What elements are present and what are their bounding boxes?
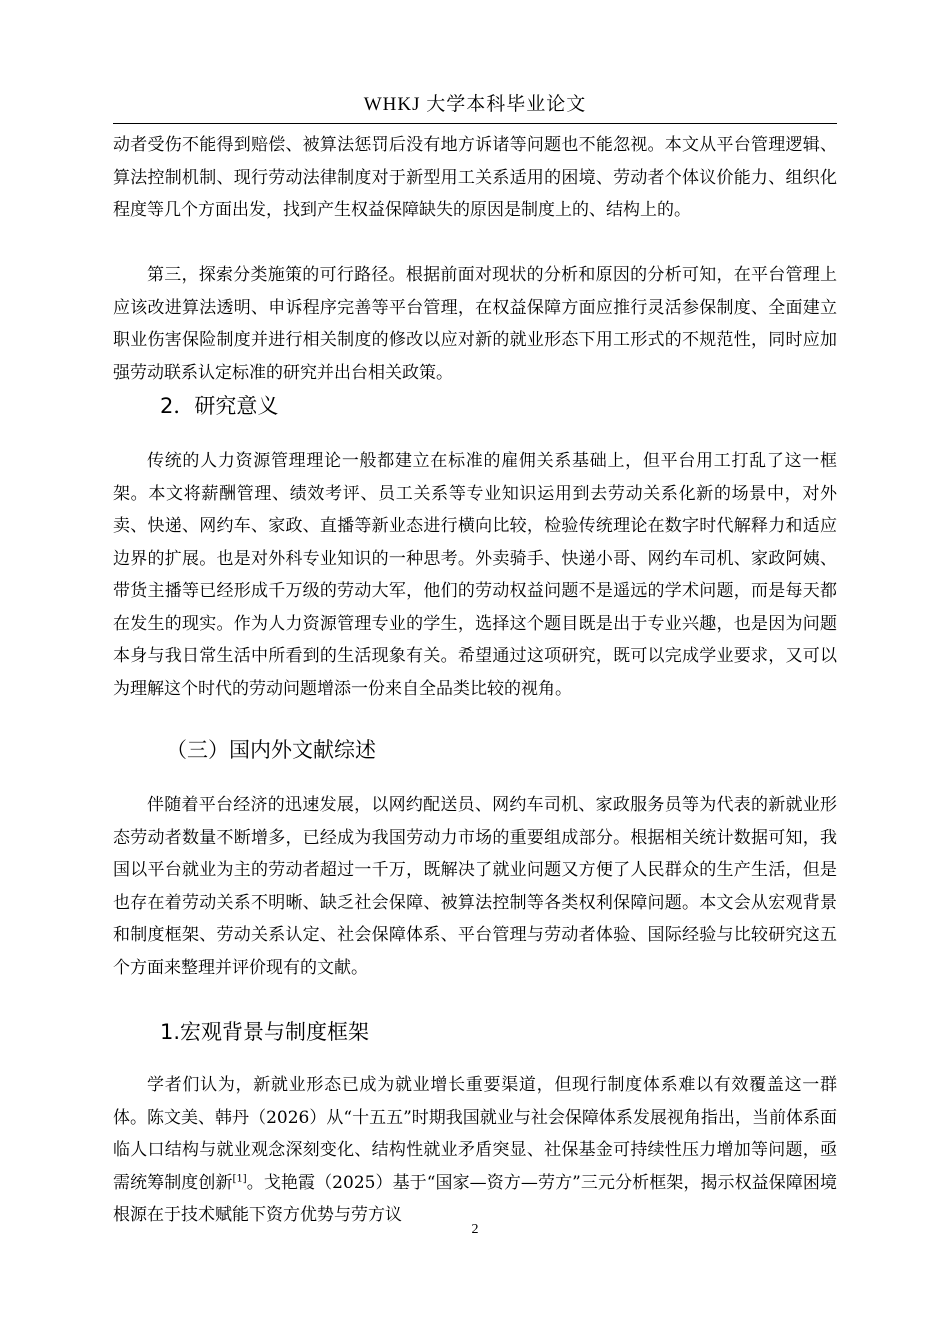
paragraph-literature-intro: 伴随着平台经济的迅速发展，以网约配送员、网约车司机、家政服务员等为代表的新就业形态劳动者数量不断增多，已经成为我国劳动力市场的重要组成部分。根据相关统计数据可知，我国以平台就业为主的劳动者超过一千万，既解决了就业问题又方便了人民群众的生产生活，但是也存在着劳动关系不明晰、缺乏社会保障、被算法控制等各类权利保障问题。本文会从宏观背景和制度框架、劳动关系认定、社会保障体系、平台管理与劳动者体验、国际经验与比较研究这五个方面来整理并评价现有的文献。 bbox=[113, 795, 837, 978]
page-number: 2 bbox=[471, 1222, 479, 1237]
paragraph-research-significance: 传统的人力资源管理理论一般都建立在标准的雇佣关系基础上，但平台用工打乱了这一框架。本文将薪酬管理、绩效考评、员工关系等专业知识运用到去劳动关系化新的场景中，对外卖、快递、网约车、家政、直播等新业态进行横向比较，检验传统理论在数字时代解释力和适应边界的扩展。也是对外科专业知识的一种思考。外卖骑手、快递小哥、网约车司机、家政阿姨、带货主播等已经形成千万级的劳动大军，他们的劳动权益问题不是遥远的学术问题，而是每天都在发生的现实。作为人力资源管理专业的学生，选择这个题目既是出于专业兴趣，也是因为问题本身与我日常生活中所看到的生活现象有关。希望通过这项研究，既可以完成学业要求，又可以为理解这个时代的劳动问题增添一份来自全品类比较的视角。 bbox=[113, 451, 837, 699]
paragraph-text-part1: 学者们认为，新就业形态已成为就业增长重要渠道，但现行制度体系难以有效覆盖这一群体。陈文美、韩丹（2026）从“十五五”时期我国就业与社会保障体系发展视角指出，当前体系面临人口结构与就业观念深刻变化、结构性就业矛盾突显、社保基金可持续性压力增加等问题，亟需统筹制度创新 bbox=[113, 1075, 837, 1193]
paragraph-text-part2: 。戈艳霞（2025）基于“国家—资方—劳方”三元分析框架，揭示权益保障困境根源在于技术赋能下资方优势与劳方议 bbox=[113, 1172, 837, 1225]
citation-reference[interactable]: [1] bbox=[232, 1172, 247, 1184]
section-heading-literature-review: （三）国内外文献综述 bbox=[166, 738, 376, 762]
section-heading-macro-background: 1.宏观背景与制度框架 bbox=[160, 1020, 370, 1044]
paragraph-continued: 动者受伤不能得到赔偿、被算法惩罚后没有地方诉诸等问题也不能忽视。本文从平台管理逻辑、算法控制机制、现行劳动法律制度对于新型用工关系适用的困境、劳动者个体议价能力、组织化程度等几个方面出发，找到产生权益保障缺失的原因是制度上的、结构上的。 bbox=[113, 135, 837, 220]
paragraph-third-point: 第三，探索分类施策的可行路径。根据前面对现状的分析和原因的分析可知，在平台管理上应该改进算法透明、申诉程序完善等平台管理，在权益保障方面应推行灵活参保制度、全面建立职业伤害保险制度并进行相关制度的修改以应对新的就业形态下用工形式的不规范性，同时应加强劳动联系认定标准的研究并出台相关政策。 bbox=[113, 265, 837, 383]
document-header-title: WHKJ 大学本科毕业论文 bbox=[363, 94, 587, 115]
header-rule bbox=[113, 123, 837, 124]
paragraph-macro-background bbox=[113, 1069, 837, 1232]
section-heading-research-significance: 2．研究意义 bbox=[160, 394, 279, 418]
